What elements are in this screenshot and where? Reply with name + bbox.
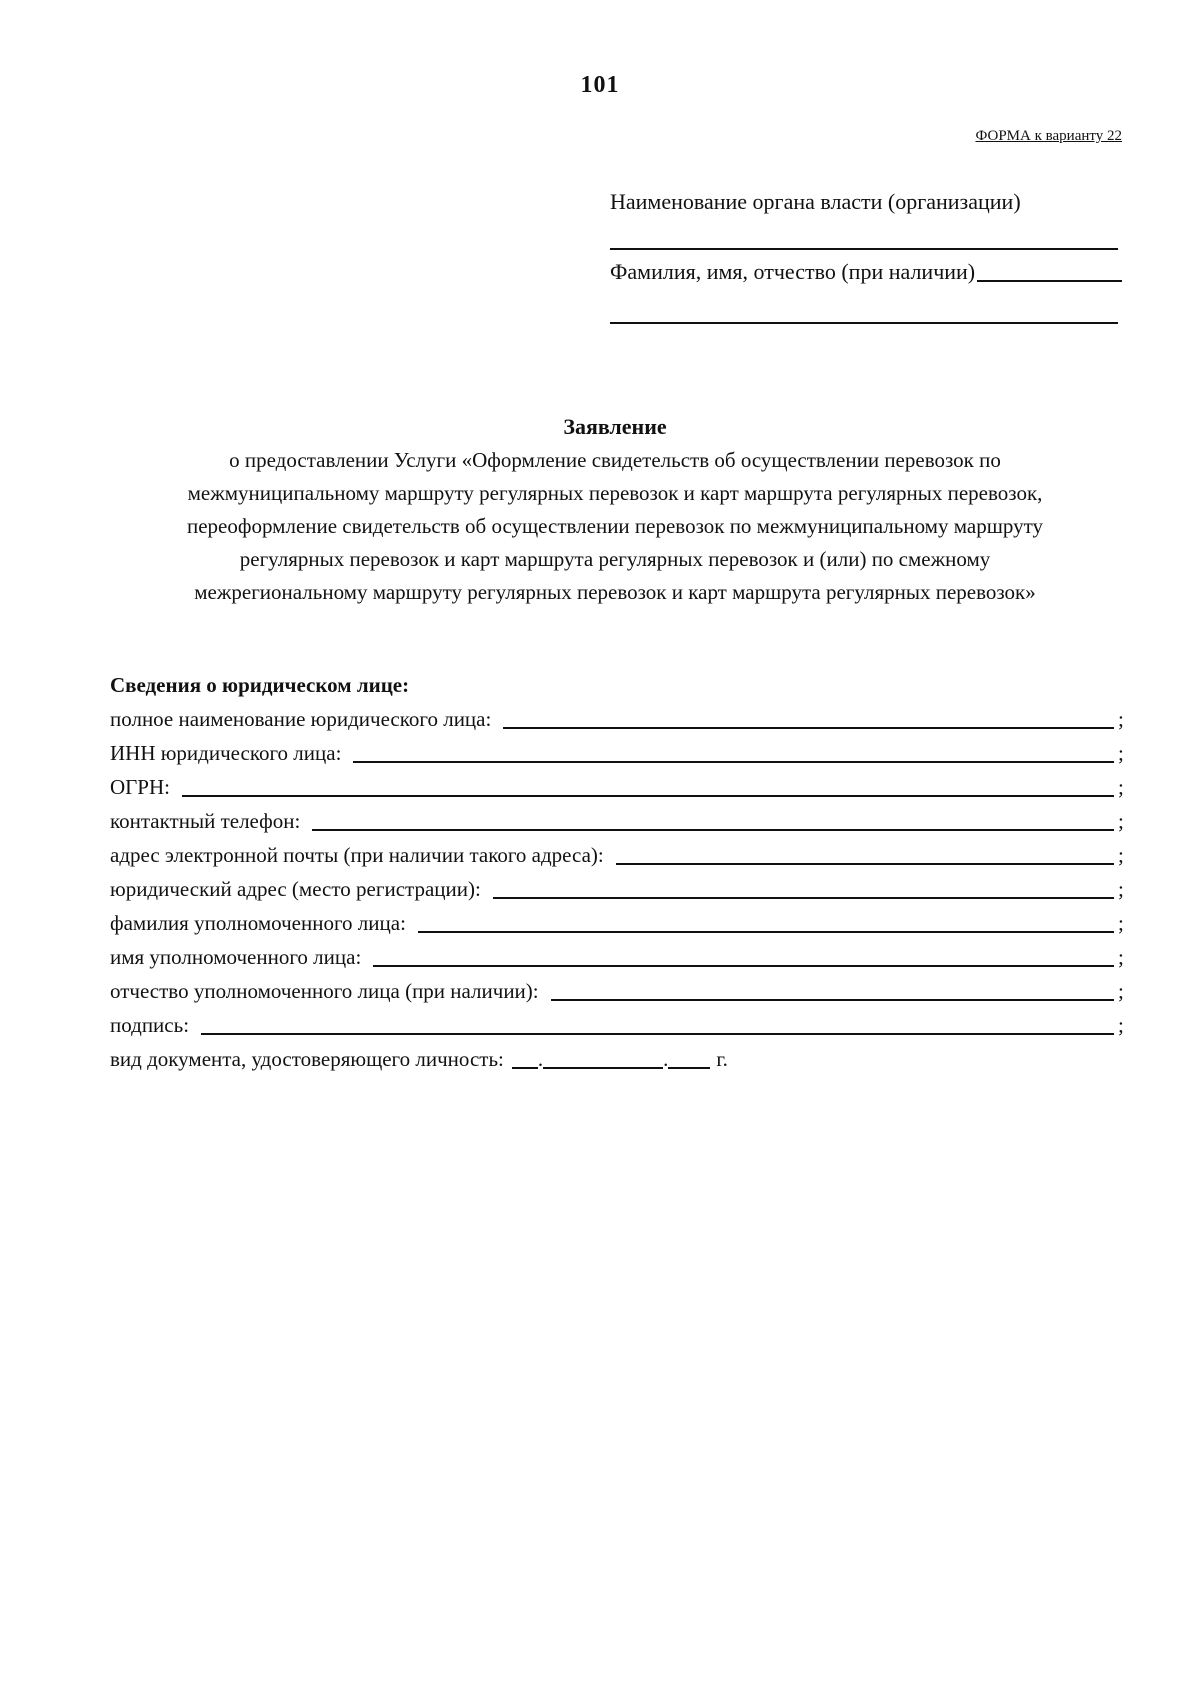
field-input-line[interactable] bbox=[551, 999, 1114, 1001]
field-label: контактный телефон: bbox=[110, 809, 301, 833]
month-blank[interactable] bbox=[543, 1067, 663, 1069]
field-end-mark: ; bbox=[1118, 809, 1124, 833]
statement-subject-line: о предоставлении Услуги «Оформление свидетельств об осуществлении перевозок по bbox=[229, 448, 1001, 472]
field-full-name bbox=[110, 702, 1132, 736]
field-label: подпись: bbox=[110, 1013, 190, 1037]
statement-title: Заявление bbox=[563, 414, 667, 439]
signature-line[interactable] bbox=[201, 1033, 1114, 1035]
statement-subject-line: переоформление свидетельств об осуществлении перевозок по межмуниципальному маршруту bbox=[187, 514, 1043, 538]
identity-document-row bbox=[110, 1042, 1132, 1076]
field-label: фамилия уполномоченного лица: bbox=[110, 911, 406, 935]
field-signature bbox=[110, 1008, 1132, 1042]
field-input-line[interactable] bbox=[493, 897, 1114, 899]
field-end-mark: ; bbox=[1118, 979, 1124, 1003]
field-input-line[interactable] bbox=[312, 829, 1114, 831]
field-end-mark: ; bbox=[1118, 707, 1124, 731]
field-end-mark: ; bbox=[1118, 741, 1124, 765]
applicant-name-row bbox=[610, 256, 1122, 288]
field-end-mark: ; bbox=[1118, 877, 1124, 901]
statement-subject-line: межмуниципальному маршруту регулярных перевозок и карт маршрута регулярных перевозок, bbox=[187, 481, 1043, 505]
field-end-mark: ; bbox=[1118, 945, 1124, 969]
field-ogrn bbox=[110, 770, 1132, 804]
page-number: 101 bbox=[580, 72, 620, 98]
addressee-block bbox=[610, 186, 1122, 324]
form-variant-label: ФОРМА к варианту 22 bbox=[975, 128, 1122, 144]
field-input-line[interactable] bbox=[353, 761, 1114, 763]
field-input-line[interactable] bbox=[418, 931, 1114, 933]
field-label: вид документа, удостоверяющего личность: bbox=[110, 1047, 504, 1071]
field-input-line[interactable] bbox=[182, 795, 1114, 797]
field-label: ИНН юридического лица: bbox=[110, 741, 342, 765]
authority-name-label: Наименование органа власти (организации) bbox=[610, 189, 1021, 214]
date-separator: . bbox=[537, 1047, 544, 1071]
field-end-mark: ; bbox=[1118, 843, 1124, 867]
field-label: адрес электронной почты (при наличии такого адреса): bbox=[110, 843, 604, 867]
field-input-line[interactable] bbox=[503, 727, 1114, 729]
applicant-name-inline-line[interactable] bbox=[977, 280, 1122, 282]
field-end-mark: ; bbox=[1118, 775, 1124, 799]
field-label: имя уполномоченного лица: bbox=[110, 945, 362, 969]
applicant-name-label: Фамилия, имя, отчество (при наличии) bbox=[610, 259, 976, 284]
field-patronymic bbox=[110, 974, 1132, 1008]
day-blank[interactable] bbox=[512, 1067, 538, 1069]
field-phone bbox=[110, 804, 1132, 838]
field-legal-address bbox=[110, 872, 1132, 906]
field-label: полное наименование юридического лица: bbox=[110, 707, 492, 731]
statement-subject-line: межрегиональному маршруту регулярных перевозок и карт маршрута регулярных перевозок» bbox=[194, 580, 1036, 604]
applicant-name-line[interactable] bbox=[610, 322, 1118, 324]
field-surname bbox=[110, 906, 1132, 940]
field-input-line[interactable] bbox=[373, 965, 1114, 967]
field-label: ОГРН: bbox=[110, 775, 170, 799]
field-end-mark: ; bbox=[1118, 1013, 1124, 1037]
field-first-name bbox=[110, 940, 1132, 974]
statement-title-block bbox=[110, 410, 1120, 609]
year-suffix: г. bbox=[716, 1047, 728, 1071]
field-inn bbox=[110, 736, 1132, 770]
statement-subject-line: регулярных перевозок и карт маршрута регулярных перевозок и (или) по смежному bbox=[239, 547, 991, 571]
field-label: отчество уполномоченного лица (при наличии): bbox=[110, 979, 539, 1003]
field-end-mark: ; bbox=[1118, 911, 1124, 935]
field-label: юридический адрес (место регистрации): bbox=[110, 877, 481, 901]
field-email bbox=[110, 838, 1132, 872]
legal-entity-fields bbox=[110, 668, 1132, 1076]
field-input-line[interactable] bbox=[616, 863, 1114, 865]
date-separator: . bbox=[663, 1047, 669, 1071]
section-heading: Сведения о юридическом лице: bbox=[110, 673, 410, 697]
year-blank[interactable] bbox=[668, 1067, 710, 1069]
